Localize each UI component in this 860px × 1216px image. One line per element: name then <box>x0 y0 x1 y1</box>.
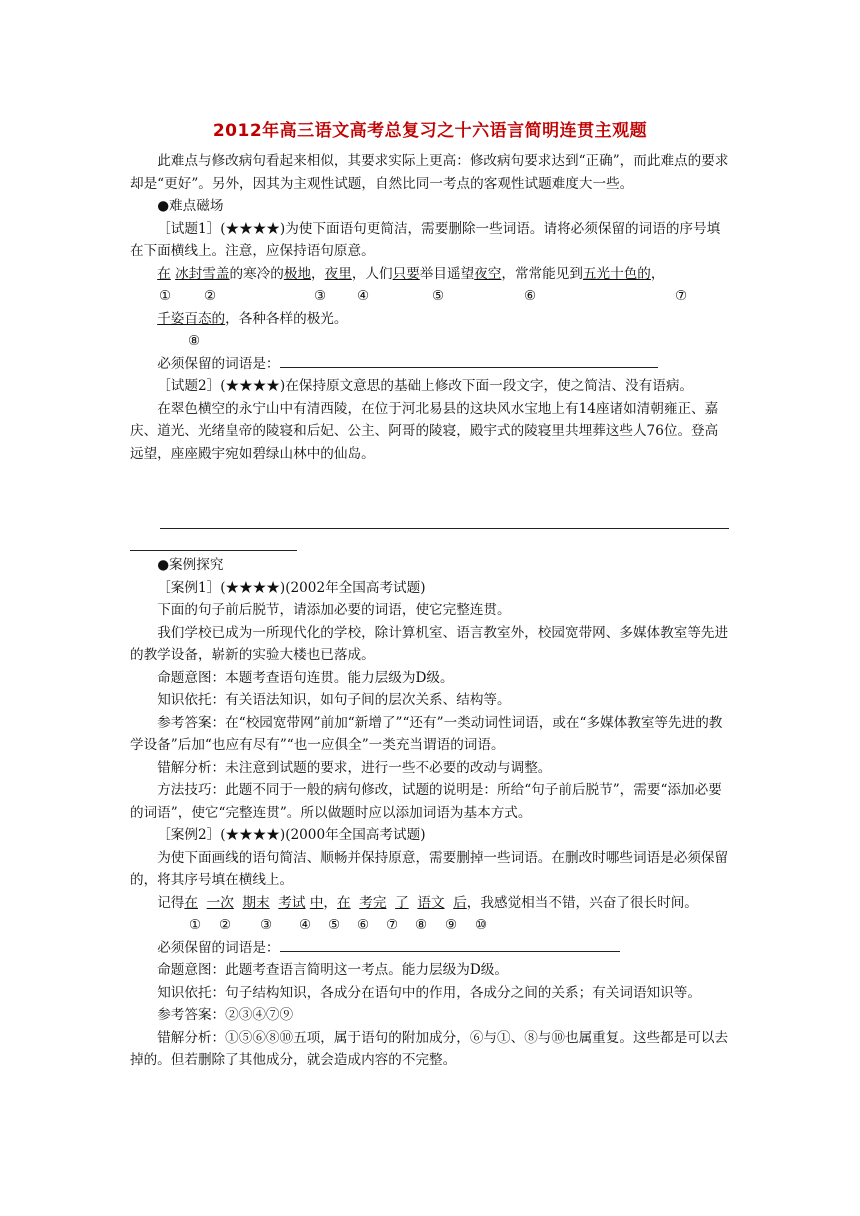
number-5: ⑤ <box>432 288 445 304</box>
section-heading-difficulty: ●难点磁场 <box>157 198 224 214</box>
number-4: ④ <box>357 288 370 304</box>
word-8: 千姿百态的 <box>157 310 226 327</box>
case-2-basis: 知识依托：句子结构知识，各成分在语句中的作用，各成分之间的关系；有关词语知识等。 <box>157 984 701 1001</box>
number-6: ⑥ <box>524 288 537 304</box>
word-6: 在 <box>337 894 351 911</box>
case-2-error: 错解分析：①⑤⑥⑧⑩五项，属于语句的附加成分，⑥与①、⑧与⑩也属重复。这些都是可以去掉的。但若删除了其他成分，就会造成内容的不完整。 <box>130 1029 729 1068</box>
question-1-number-row <box>130 285 730 308</box>
question-1-sentence-cont <box>130 308 730 331</box>
case-1-sentence: 我们学校已成为一所现代化的学校，除计算机室、语言教室外，校园宽带网、多媒体教室等先进的教学设备，崭新的实验大楼也已落成。 <box>130 624 729 663</box>
number-1: ① <box>159 288 172 304</box>
question-1-sentence <box>130 263 730 286</box>
case-2-sentence <box>130 892 730 915</box>
question-2-body: 在翠色横空的永宁山中有清西陵，在位于河北易县的这块风水宝地上有14座诸如清朝雍正、嘉庆、道光、光绪皇帝的陵寝和后妃、公主、阿哥的陵寝，殿宇式的陵寝里共埋葬这些人76位。登高远望，座座殿宇宛如碧绿山林中的仙岛。 <box>130 400 719 462</box>
plain-text: 的寒冷的 <box>229 265 284 282</box>
word-10: 后 <box>453 894 467 911</box>
word-8: 了 <box>395 894 409 911</box>
case-1-task: 下面的句子前后脱节，请添加必要的词语，使它完整连贯。 <box>157 602 511 618</box>
answer-blank-q2[interactable] <box>160 528 729 529</box>
divider-line <box>130 550 297 551</box>
case-2-answer-line <box>130 937 730 960</box>
answer-label: 必须保留的词语是： <box>157 355 280 372</box>
word-6: 夜空 <box>474 265 502 282</box>
question-2-head: ［试题2］(★★★★)在保持原文意思的基础上修改下面一段文字，使之简洁、没有语病。 <box>157 378 694 394</box>
word-7: 五光十色的 <box>582 265 651 282</box>
number-6: ⑥ <box>357 917 370 933</box>
answer-label: 必须保留的词语是： <box>157 939 280 956</box>
case-2-head: ［案例2］(★★★★)(2000年全国高考试题) <box>157 827 426 843</box>
number-4: ④ <box>299 917 312 933</box>
word-5: 只要 <box>392 265 420 282</box>
number-8: ⑧ <box>188 333 201 349</box>
number-7: ⑦ <box>675 288 688 304</box>
plain-text: 举目遥望 <box>419 265 475 282</box>
number-2: ② <box>219 917 232 933</box>
section-heading-case: ●案例探究 <box>157 557 224 573</box>
answer-blank[interactable] <box>280 353 658 368</box>
case-2-intent: 命题意图：此题考查语言简明这一考点。能力层级为D级。 <box>157 962 508 978</box>
case-2-number-row <box>130 914 730 937</box>
case-1-intent: 命题意图：本题考查语句连贯。能力层级为D级。 <box>157 669 454 686</box>
plain-text: ， <box>323 894 338 911</box>
page-title: 2012年高三语文高考总复习之十六语言简明连贯主观题 <box>212 121 648 141</box>
case-2-answer: 参考答案：②③④⑦⑨ <box>157 1007 294 1023</box>
number-3: ③ <box>260 917 273 933</box>
plain-text: ，我感觉相当不错，兴奋了很长时间。 <box>466 894 698 911</box>
intro-block <box>130 150 730 465</box>
plain-text: ， <box>311 265 325 282</box>
plain-text: ， <box>650 265 665 282</box>
number-10: ⑩ <box>475 917 488 933</box>
number-7: ⑦ <box>386 917 399 933</box>
question-1-number-row-2 <box>130 330 730 353</box>
word-3: 极地 <box>283 265 312 282</box>
word-4: 考试 <box>278 894 306 911</box>
intro-paragraph: 此难点与修改病句看起来相似，其要求实际上更高：修改病句要求达到“正确”，而此难点的要求却是“更好”。另外，因其为主观性试题，自然比同一考点的客观性试题难度大一些。 <box>130 153 729 192</box>
number-5: ⑤ <box>328 917 341 933</box>
word-2: 冰封雪盖 <box>175 265 230 282</box>
question-1-answer-line <box>130 353 730 376</box>
number-3: ③ <box>314 288 327 304</box>
word-7: 考完 <box>359 894 387 911</box>
case-1-basis: 知识依托：有关语法知识，如句子间的层次关系、结构等。 <box>157 692 511 708</box>
case-1-error: 错解分析：未注意到试题的要求，进行一些不必要的改动与调整。 <box>157 759 552 776</box>
plain-text: 记得 <box>157 894 185 911</box>
word-4: 夜里 <box>324 265 352 282</box>
case-1-head: ［案例1］(★★★★)(2002年全国高考试题) <box>157 579 426 596</box>
number-1: ① <box>189 917 202 933</box>
case-1-method: 方法技巧：此题不同于一般的病句修改，试题的说明是：所给“句子前后脱节”，需要“添加必要的词语”，使它“完整连贯”。所以做题时应以添加词语为基本方式。 <box>130 782 722 821</box>
number-2: ② <box>204 288 217 304</box>
answer-blank[interactable] <box>280 937 620 952</box>
plain-text: ，各种各样的极光。 <box>225 310 348 327</box>
word-1: 在 <box>157 265 171 282</box>
number-9: ⑨ <box>445 917 458 933</box>
question-1-head: ［试题1］(★★★★)为使下面语句更简洁，需要删除一些词语。请将必须保留的词语的序号填在下面横线上。注意，应保持语句原意。 <box>130 220 721 259</box>
word-5: 中 <box>309 894 324 911</box>
case-block <box>130 554 730 1072</box>
case-1-answer: 参考答案：在“校园宽带网”前加“新增了”“还有”一类动词性词语，或在“多媒体教室等先进的教学设备”后加“也应有尽有”“也一应俱全”一类充当谓语的词语。 <box>130 714 723 753</box>
word-1: 在 <box>184 894 198 911</box>
word-2: 一次 <box>206 894 234 911</box>
plain-text: ，人们 <box>351 265 393 282</box>
plain-text: ，常常能见到 <box>501 265 583 282</box>
number-8: ⑧ <box>415 917 428 933</box>
case-2-task: 为使下面画线的语句简洁、顺畅并保持原意，需要删掉一些词语。在删改时哪些词语是必须保留的，将其序号填在横线上。 <box>130 849 729 888</box>
word-3: 期末 <box>242 894 270 911</box>
word-9: 语文 <box>417 894 445 911</box>
